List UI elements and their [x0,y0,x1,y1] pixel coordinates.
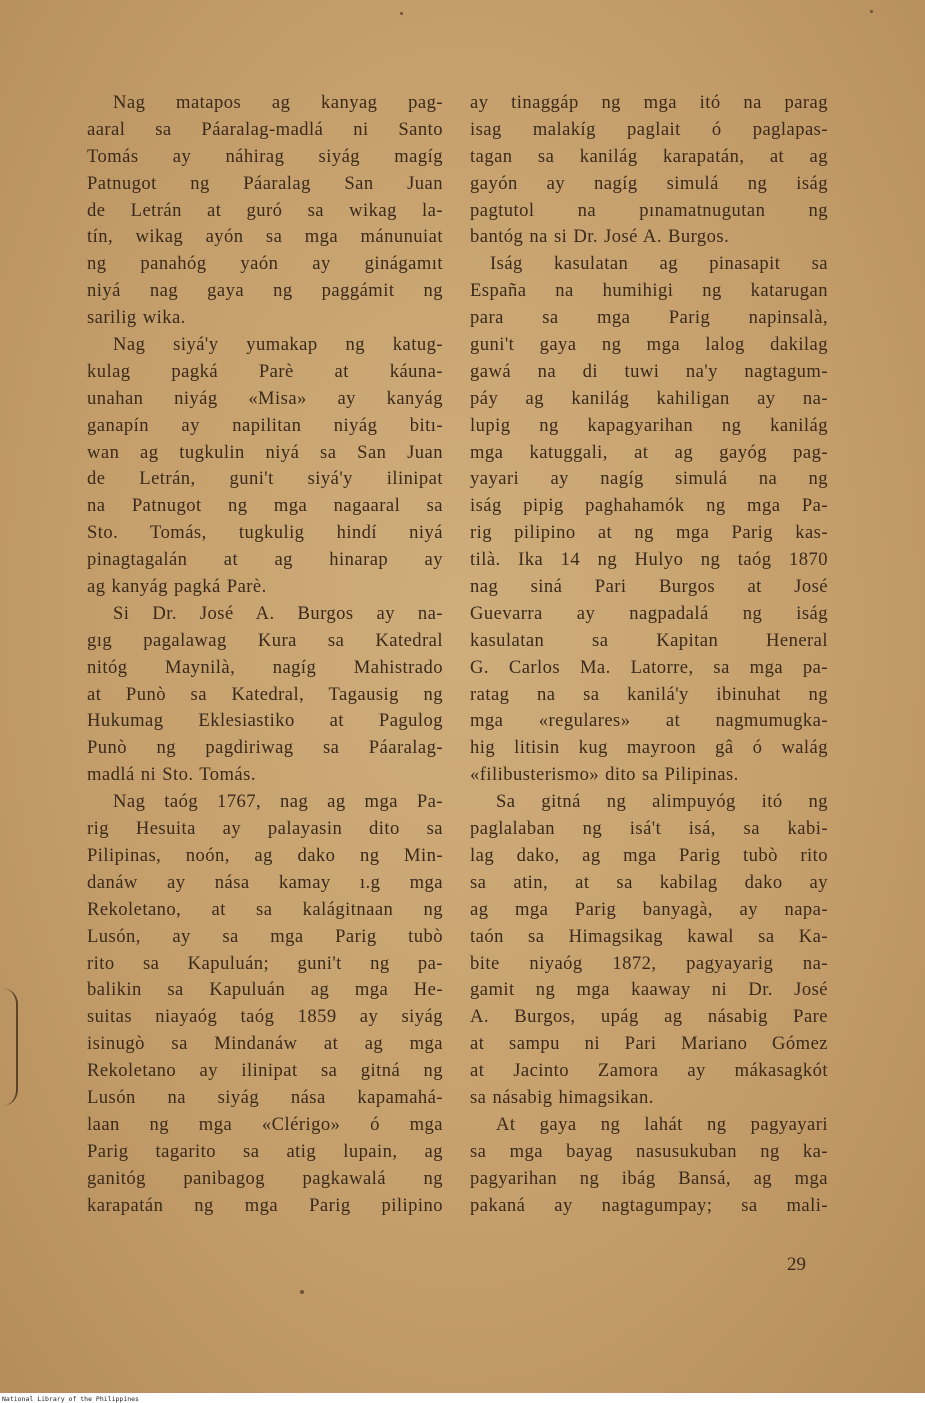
text-line: bantóg na si Dr. José A. Burgos. [470,226,730,248]
text-line: tín, wikag ayón sa mga mánunuiat [87,226,443,248]
text-line: gayón ay nagíg simulá ng iság [470,172,828,194]
text-line: laan ng mga «Clérigo» ó mga [87,1113,443,1135]
text-line: Rekoletano, at sa kalágitnaan ng [87,898,443,920]
text-line: wan ag tugkulin niyá sa San Juan [87,441,443,463]
text-line: Sto. Tomás, tugkulig hindí niyá [87,522,443,544]
text-line: Rekoletano ay ilinipat sa gitná ng [87,1060,443,1082]
text-line: karapatán ng mga Parig pilipino [87,1194,443,1216]
text-line: España na humihigi ng katarugan [470,280,828,302]
text-line: para sa mga Parig napinsalà, [470,307,828,329]
text-line: paglalaban ng isá't isá, sa kabi- [470,818,828,840]
text-line: ng panahóg yaón ay ginágamıt [87,253,443,275]
text-line: tilà. Ika 14 ng Hulyo ng taóg 1870 [470,549,828,571]
text-line: lupig ng kapagyarihan ng kanilág [470,414,828,436]
text-line: de Letrán, guni't siyá'y ilinipat [87,468,443,490]
text-line: balikin sa Kapuluán ag mga He- [87,979,443,1001]
ink-speck [300,1290,304,1294]
text-line: pagyarihan ng ibág Bansá, ag mga [470,1167,828,1189]
text-line: iság pipig paghahamók ng mga Pa- [470,495,828,517]
text-line: kulag pagká Parè at káuna- [87,360,443,382]
text-line: nitóg Maynilà, nagíg Mahistrado [87,656,443,678]
text-line: Pilipinas, noón, ag dako ng Min- [87,844,443,866]
text-line: Lusón, ay sa mga Parig tubò [87,925,443,947]
text-line: Guevarra ay nagpadalá ng iság [470,602,828,624]
ink-speck [870,10,873,13]
text-line: ag mga Parig banyagà, ay napa- [470,898,828,920]
text-line: madlá ni Sto. Tomás. [87,764,256,786]
text-line: de Letrán at guró sa wikag la- [87,199,443,221]
text-line: bite niyaóg 1872, pagyayarig na- [470,952,828,974]
text-line: Lusón na siyág nása kapamahá- [87,1086,443,1108]
scan-credit: National Library of the Philippines [2,1395,139,1403]
text-line: at sampu ni Pari Mariano Gómez [470,1033,828,1055]
text-line: sa násabig himagsikan. [470,1086,654,1108]
text-line: páy ag kanilág kahiligan ay na- [470,387,828,409]
text-line: kasulatan sa Kapitan Heneral [470,629,828,651]
text-line: rig pilipino at ng mga Parig kas- [470,522,828,544]
text-line: ratag na sa kanilá'y ibinuhat ng [470,683,828,705]
text-line: «filibusterismo» dito sa Pilipinas. [470,764,739,786]
text-line: hig litisin kug mayroon gâ ó walág [470,737,828,759]
text-line: rito sa Kapuluán; guni't ng pa- [87,952,443,974]
text-line: Parig tagarito sa atig lupain, ag [87,1140,443,1162]
text-line: rig Hesuita ay palayasin dito sa [87,818,443,840]
text-line: ganapín ay napilitan niyág bitı- [87,414,443,436]
text-line: Nag matapos ag kanyag pag- [113,92,443,113]
text-line: A. Burgos, upág ag násabig Pare [470,1006,828,1028]
right-text-column [470,90,828,1219]
text-line: mga «regulares» at nagmumugka- [470,710,828,732]
text-line: nag siná Pari Burgos at José [470,576,828,598]
text-line: tagan sa kanilág karapatán, at ag [470,145,828,167]
text-line: sarilig wika. [87,307,186,329]
text-line: sa mga bayag nasusukuban ng ka- [470,1140,828,1162]
text-line: lag dako, ag mga Parig tubò rito [470,844,828,866]
page-number: 29 [787,1254,806,1275]
text-line: unahan niyág «Misa» ay kanyág [87,387,443,409]
text-line: at Punò sa Katedral, Tagausig ng [87,683,443,705]
text-line: isinugò sa Mindanáw at ag mga [87,1033,443,1055]
text-line: aaral sa Páaralag-madlá ni Santo [87,118,443,140]
text-line: Iság kasulatan ag pinasapit sa [490,253,828,275]
text-line: Patnugot ng Páaralag San Juan [87,172,443,194]
text-line: isag malakíg paglait ó paglapas- [470,118,828,140]
text-line: pinagtagalán at ag hinarap ay [87,549,443,571]
text-line: Tomás ay náhirag siyág magíg [87,145,443,167]
text-line: niyá nag gaya ng paggámit ng [87,280,443,302]
text-line: yayari ay nagíg simulá na ng [470,468,828,490]
text-line: Nag taóg 1767, nag ag mga Pa- [113,791,443,813]
text-line: gamit ng mga kaaway ni Dr. José [470,979,828,1001]
text-line: taón sa Himagsikag kawal sa Ka- [470,925,828,947]
text-line: At gaya ng lahát ng pagyayari [496,1113,828,1135]
text-line: gıg pagalawag Kura sa Katedral [87,629,443,651]
text-line: Si Dr. José A. Burgos ay na- [113,602,443,624]
margin-bracket-mark [2,988,18,1106]
text-line: G. Carlos Ma. Latorre, sa mga pa- [470,656,828,678]
text-line: Punò ng pagdiriwag sa Páaralag- [87,737,443,759]
text-line: pagtutol na pınamatnugutan ng [470,199,828,221]
text-line: Nag siyá'y yumakap ng katug- [113,334,443,356]
text-line: Hukumag Eklesiastiko at Pagulog [87,710,443,732]
text-line: guni't gaya ng mga lalog dakilag [470,334,828,356]
left-text-column [87,90,443,1219]
text-line: ay tinaggáp ng mga itó na parag [470,92,828,113]
text-line: gawá na di tuwi na'y nagtagum- [470,360,828,382]
text-line: sa atin, at sa kabilag dako ay [470,871,828,893]
text-line: at Jacinto Zamora ay mákasagkót [470,1060,828,1082]
text-line: Sa gitná ng alimpuyóg itó ng [496,791,828,813]
text-line: pakaná ay nagtagumpay; sa mali- [470,1194,828,1216]
text-line: ganitóg panibagog pagkawalá ng [87,1167,443,1189]
text-line: suitas niayaóg taóg 1859 ay siyág [87,1006,443,1028]
text-line: na Patnugot ng mga nagaaral sa [87,495,443,517]
text-line: danáw ay nása kamay ı.g mga [87,871,443,893]
ink-speck [400,12,403,15]
text-line: mga katuggali, at ag gayóg pag- [470,441,828,463]
text-line: ag kanyág pagká Parè. [87,576,267,598]
